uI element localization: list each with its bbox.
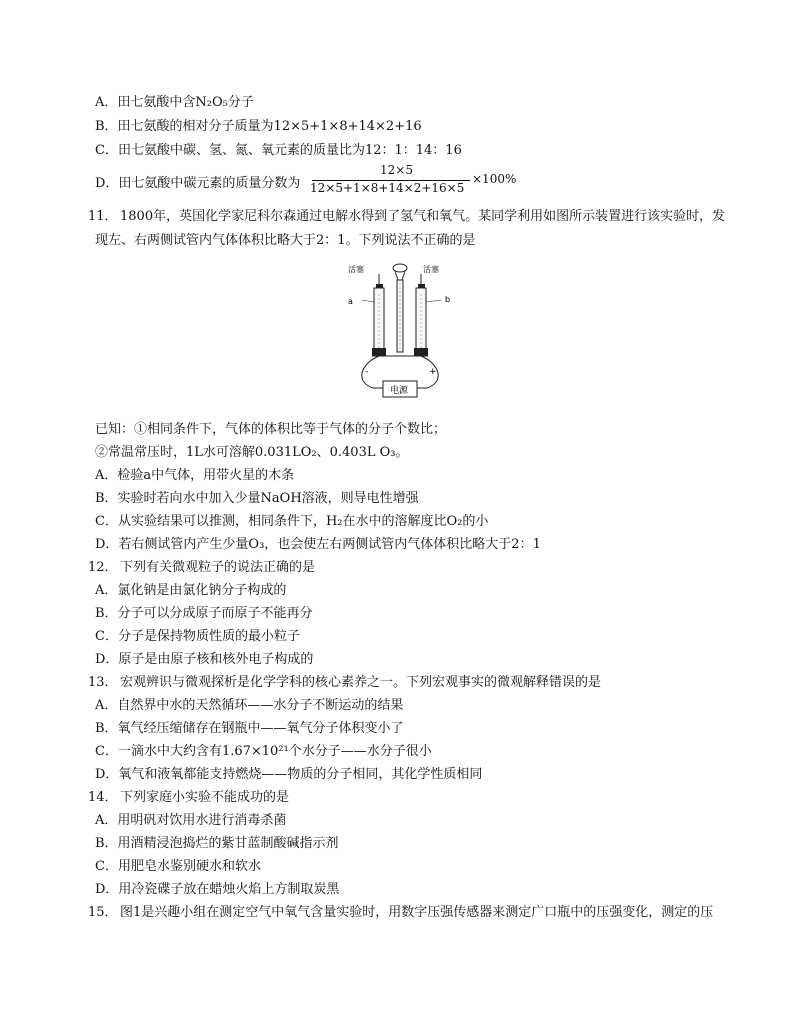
tube-label-a: a [348,297,353,306]
q11-stem-line2: 现左、右两侧试管内气体体积比略大于2：1。下列说法不正确的是 [95,233,476,248]
right-valve-icon [418,284,425,288]
q14-stem: 下列家庭小实验不能成功的是 [120,790,290,805]
valve-label-left: 活塞 [348,265,364,274]
plus-sign: + [429,367,437,377]
q11-number: 11． [88,209,118,224]
fraction-percent: ×100% [472,172,517,186]
q12-option-d: D．原子是由原子核和核外电子构成的 [95,652,314,667]
q14-option-c: C．用肥皂水鉴别硬水和软水 [95,859,261,874]
q13-number: 13． [88,675,118,690]
fraction-denominator: 12×5+1×8+14×2+16×5 [310,181,465,195]
q13-option-c: C．一滴水中大约含有1.67×10²¹个水分子——水分子很小 [95,744,432,759]
right-electrode [414,348,428,356]
q13-option-b: B．氧气经压缩储存在钢瓶中——氧气分子体积变小了 [95,721,404,736]
q14-number: 14． [88,790,118,805]
q12-number: 12． [88,560,118,575]
q10-option-c: C．田七氨酸中碳、氢、氮、氧元素的质量比为12：1：14：16 [95,143,462,158]
q14-option-b: B．用酒精浸泡捣烂的紫甘蓝制酸碱指示剂 [95,836,339,851]
q13-stem: 宏观辨识与微观探析是化学学科的核心素养之一。下列宏观事实的微观解释错误的是 [120,675,602,690]
power-label: 电源 [390,386,409,396]
q11-known-2: ②常温常压时，1L水可溶解0.031LO₂、0.403L O₃。 [95,445,409,460]
q11-known-1: 已知：①相同条件下，气体的体积比等于气体的分子个数比； [95,422,447,437]
q11-option-c: C．从实验结果可以推测，相同条件下，H₂在水中的溶解度比O₂的小 [95,514,489,529]
q10-option-a: A．田七氨酸中含N₂O₅分子 [95,95,254,110]
left-electrode [372,348,386,356]
q11-stem-line1: 1800年，英国化学家尼科尔森通过电解水得到了氢气和氧气。某同学利用如图所示装置进行该实验时，发 [120,209,726,224]
q15-stem: 图1是兴趣小组在测定空气中氧气含量实验时，用数字压强传感器来测定广口瓶中的压强变化，测定的压 [120,905,714,920]
minus-sign: - [365,367,369,377]
q10-option-d-prefix: D．田七氨酸中碳元素的质量分数为 [95,176,301,191]
q12-stem: 下列有关微观粒子的说法正确的是 [120,560,316,575]
valve-label-right: 活塞 [423,265,439,274]
q11-option-a: A．检验a中气体，用带火星的木条 [95,468,295,483]
q10-option-b: B．田七氨酸的相对分子质量为12×5+1×8+14×2+16 [95,119,422,134]
q13-option-a: A．自然界中水的天然循环——水分子不断运动的结果 [95,698,404,713]
electrolysis-apparatus-figure [345,262,455,412]
left-valve-icon [376,284,383,288]
q12-option-c: C．分子是保持物质性质的最小粒子 [95,629,300,644]
q12-option-b: B．分子可以分成原子而原子不能再分 [95,606,313,621]
q12-option-a: A．氯化钠是由氯化钠分子构成的 [95,583,287,598]
fraction-numerator: 12×5 [380,163,413,177]
q11-option-d: D．若右侧试管内产生少量O₃，也会使左右两侧试管内气体体积比略大于2：1 [95,537,541,552]
tube-label-b: b [445,295,451,304]
q11-option-b: B．实验时若向水中加入少量NaOH溶液，则导电性增强 [95,491,419,506]
funnel-icon [393,264,407,272]
q15-number: 15． [88,905,118,920]
q13-option-d: D．氧气和液氧都能支持燃烧——物质的分子相同，其化学性质相同 [95,767,483,782]
q14-option-a: A．用明矾对饮用水进行消毒杀菌 [95,813,287,828]
q14-option-d: D．用冷瓷碟子放在蜡烛火焰上方制取炭黑 [95,882,340,897]
